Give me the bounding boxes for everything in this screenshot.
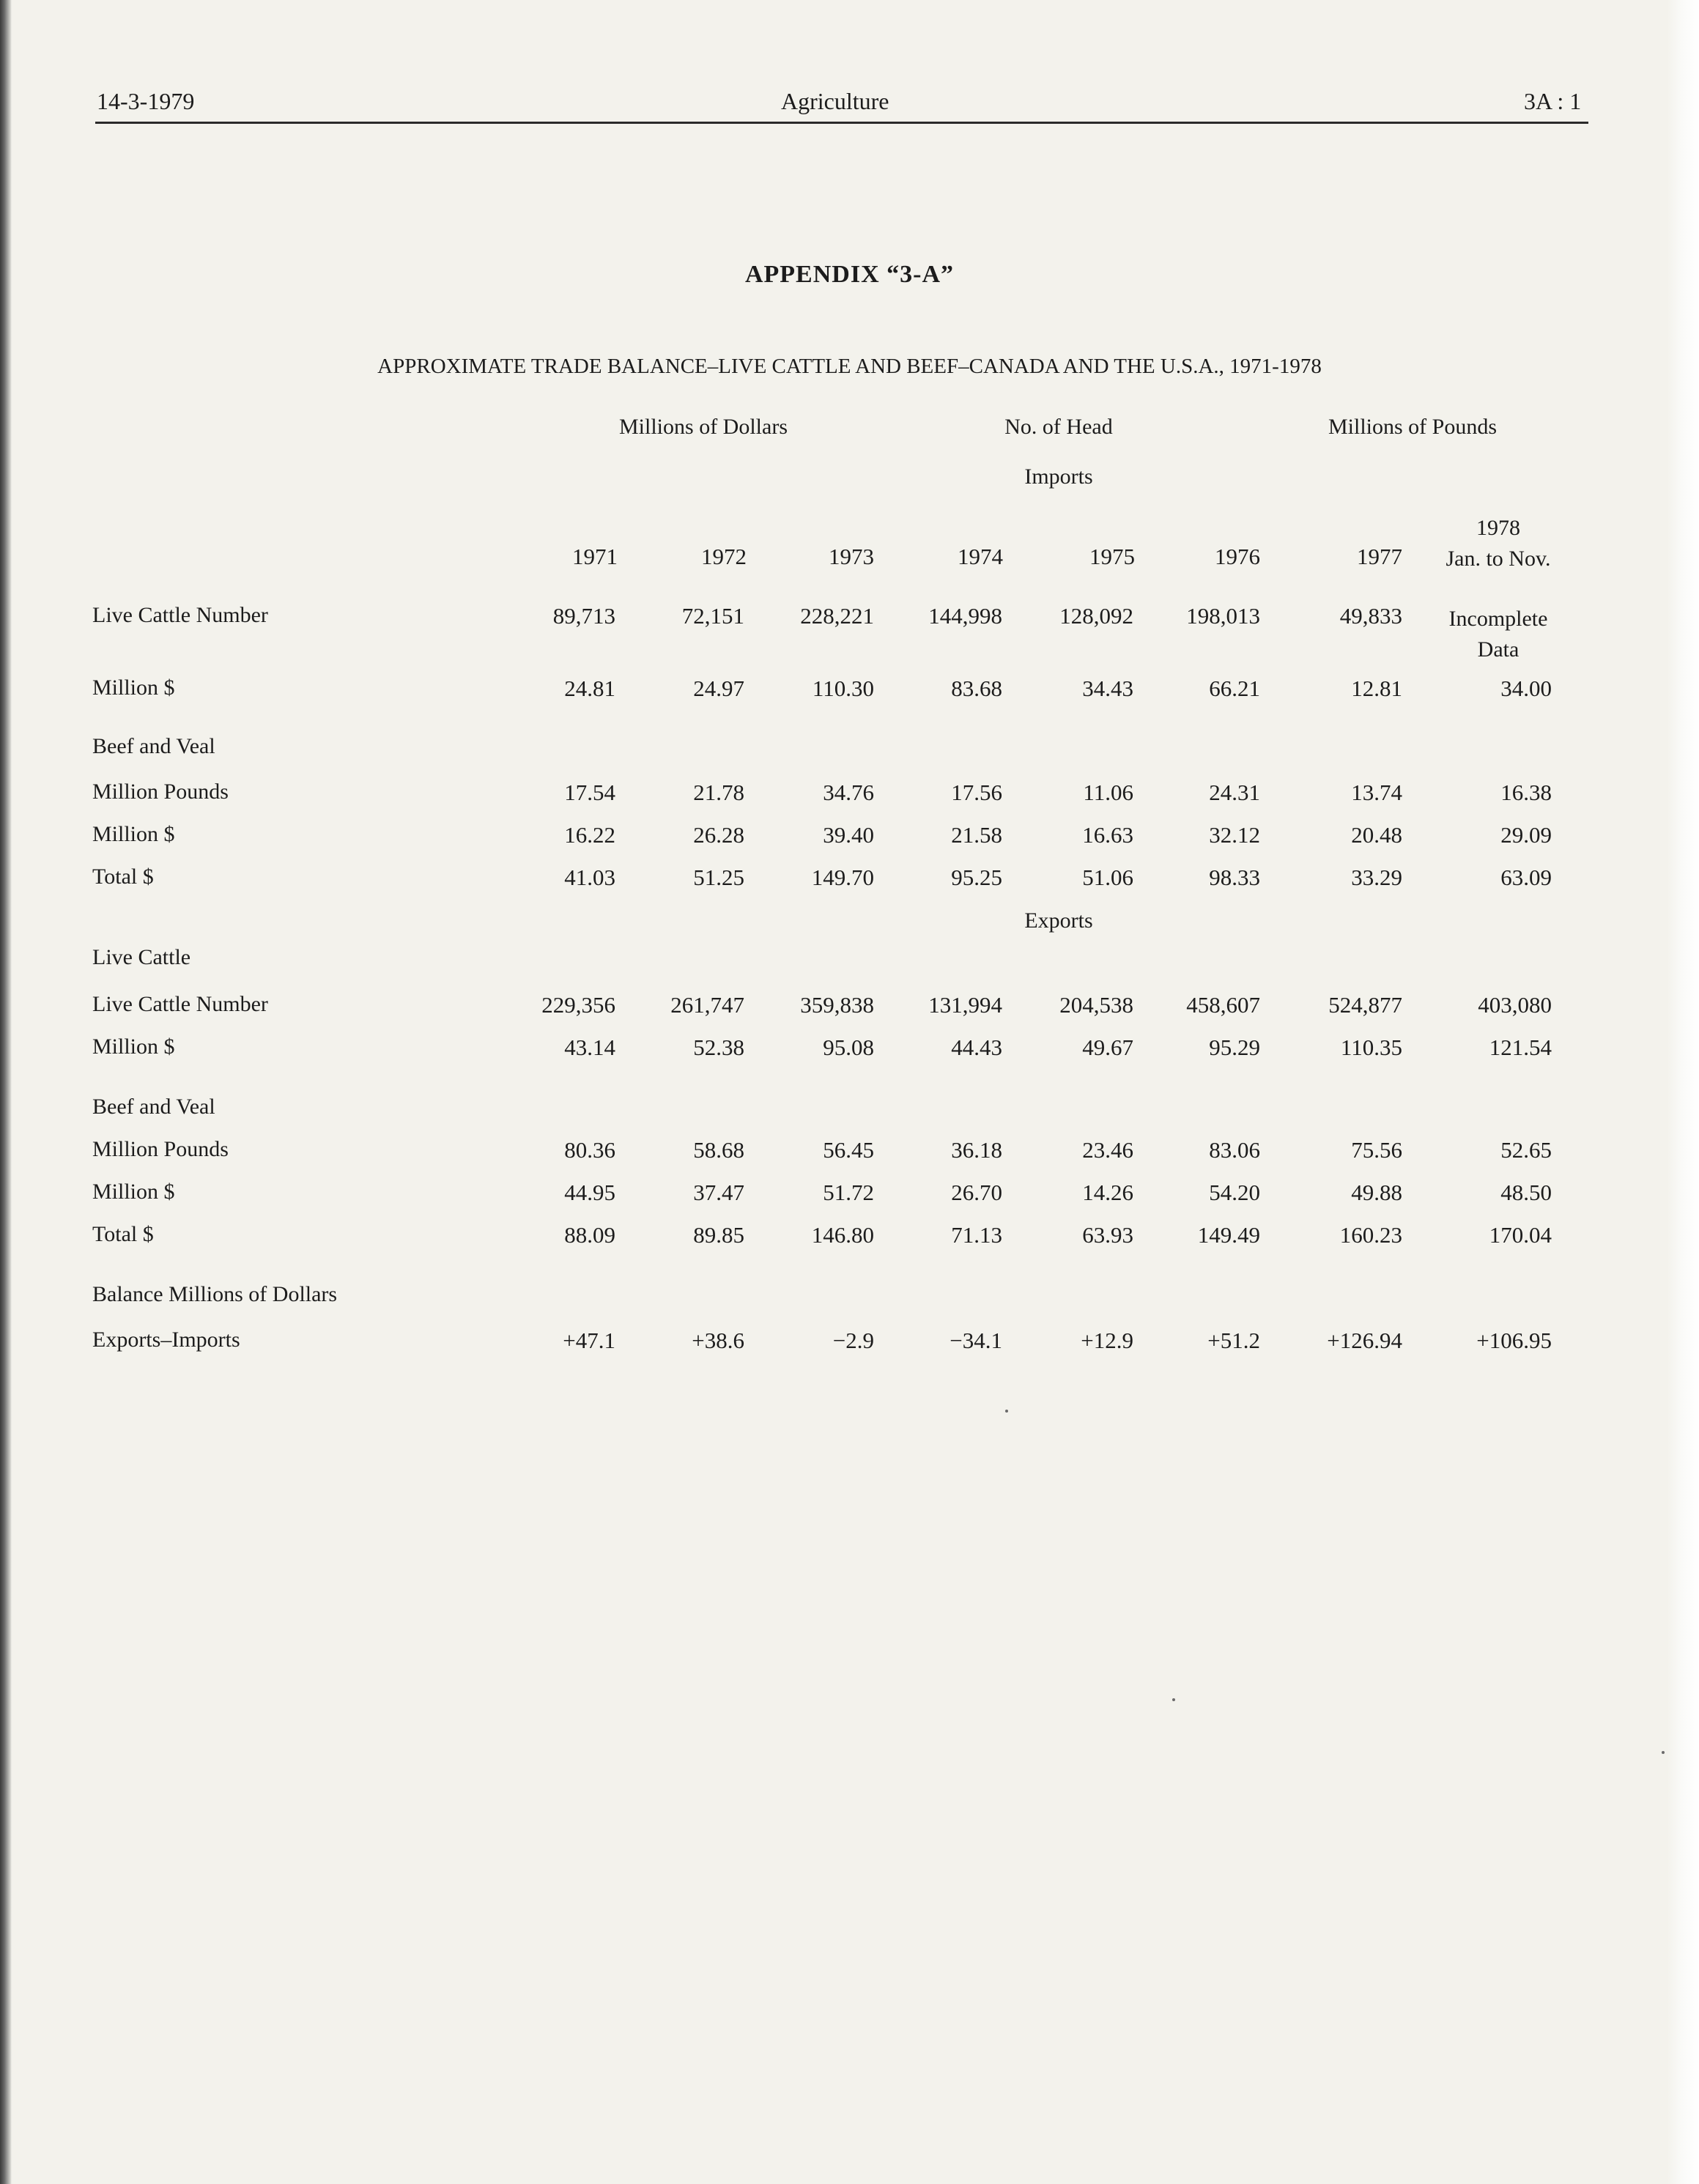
table-cell: 229,356 [541,992,615,1018]
year-header-1975: 1975 [1089,544,1135,569]
imports-beef-dollars-label: Million $ [92,822,175,846]
table-cell: 170.04 [1489,1222,1552,1248]
table-cell: 33.29 [1351,865,1402,890]
table-cell: 198,013 [1186,603,1260,629]
header-section: Agriculture [781,88,889,114]
table-cell: 75.56 [1351,1137,1402,1163]
table-cell: 34.00 [1500,675,1552,701]
table-cell: 39.40 [823,822,874,848]
table-cell: 24.97 [693,675,744,701]
table-cell: 89.85 [693,1222,744,1248]
table-cell: 146.80 [811,1222,874,1248]
page-binding-edge [0,0,12,2184]
unit-header-dollars: Millions of Dollars [619,415,788,439]
table-cell: 16.22 [564,822,615,848]
table-cell: 16.38 [1500,780,1552,805]
table-cell: 149.49 [1197,1222,1260,1248]
table-cell: 89,713 [552,603,615,629]
table-cell: 52.38 [693,1034,744,1060]
table-cell: 24.31 [1209,780,1260,805]
exports-beef-dollars-label: Million $ [92,1180,175,1204]
table-cell: 128,092 [1059,603,1133,629]
table-cell: 403,080 [1478,992,1552,1018]
year-1978-period: Jan. to Nov. [1446,547,1551,571]
year-header-1972: 1972 [701,544,747,569]
table-cell: 160.23 [1339,1222,1402,1248]
table-cell: −34.1 [950,1328,1002,1353]
table-cell: 524,877 [1328,992,1402,1018]
table-cell: 36.18 [951,1137,1002,1163]
exports-total-label: Total $ [92,1222,154,1246]
exports-beef-pounds-label: Million Pounds [92,1137,229,1161]
table-cell: 21.58 [951,822,1002,848]
table-cell: 131,994 [928,992,1002,1018]
incomplete-data-note [1407,604,1590,665]
imports-live-cattle-number-label: Live Cattle Number [92,603,268,627]
table-cell: 63.93 [1082,1222,1133,1248]
table-cell: 20.48 [1351,822,1402,848]
page-speck [1662,1751,1665,1754]
table-cell: 21.78 [693,780,744,805]
table-cell: 110.30 [812,675,874,701]
table-cell: 34.76 [823,780,874,805]
table-cell: 88.09 [564,1222,615,1248]
table-cell: 44.43 [951,1034,1002,1060]
table-cell: 26.28 [693,822,744,848]
year-header-1971: 1971 [572,544,618,569]
table-cell: 58.68 [693,1137,744,1163]
imports-total-label: Total $ [92,865,154,889]
table-cell: 54.20 [1209,1180,1260,1205]
exports-live-cattle-number-label: Live Cattle Number [92,992,268,1016]
year-header-1977: 1977 [1357,544,1402,569]
appendix-title: APPENDIX “3-A” [744,261,955,288]
page-right-margin [1667,0,1699,2184]
table-cell: +51.2 [1207,1328,1260,1353]
table-cell: 26.70 [951,1180,1002,1205]
table-cell: 83.06 [1209,1137,1260,1163]
exports-beef-veal-heading-label: Beef and Veal [92,1095,215,1119]
table-cell: +106.95 [1476,1328,1552,1353]
table-cell: 95.08 [823,1034,874,1060]
table-cell: 80.36 [564,1137,615,1163]
table-cell: −2.9 [832,1328,874,1353]
table-cell: 51.25 [693,865,744,890]
table-cell: 63.09 [1500,865,1552,890]
table-cell: 95.29 [1209,1034,1260,1060]
table-cell: 48.50 [1500,1180,1552,1205]
year-header-1976: 1976 [1215,544,1260,569]
header-page-number: 3A : 1 [1524,88,1582,114]
table-cell: 228,221 [800,603,874,629]
incomplete-line-2: Data [1477,637,1520,662]
table-cell: 43.14 [564,1034,615,1060]
page-speck [1172,1698,1175,1701]
table-cell: 32.12 [1209,822,1260,848]
exports-live-cattle-heading-label: Live Cattle [92,945,191,969]
imports-live-cattle-dollars-label: Million $ [92,675,175,700]
table-cell: 110.35 [1340,1034,1402,1060]
page-speck [1005,1410,1008,1413]
table-cell: +126.94 [1327,1328,1402,1353]
table-cell: 71.13 [951,1222,1002,1248]
year-header-1973: 1973 [829,544,874,569]
balance-heading-label: Balance Millions of Dollars [92,1282,338,1306]
table-cell: +47.1 [563,1328,615,1353]
table-cell: 11.06 [1083,780,1133,805]
table-cell: 44.95 [564,1180,615,1205]
table-cell: 149.70 [811,865,874,890]
table-cell: 49.88 [1351,1180,1402,1205]
unit-header-pounds: Millions of Pounds [1328,415,1498,439]
table-cell: 51.06 [1082,865,1133,890]
table-cell: 49.67 [1082,1034,1133,1060]
table-cell: 49,833 [1339,603,1402,629]
table-cell: 24.81 [564,675,615,701]
table-cell: 83.68 [951,675,1002,701]
table-cell: 51.72 [823,1180,874,1205]
header-date: 14-3-1979 [97,88,195,114]
table-cell: 95.25 [951,865,1002,890]
table-cell: 17.56 [951,780,1002,805]
table-cell: 66.21 [1209,675,1260,701]
year-header-1974: 1974 [958,544,1003,569]
section-header-exports: Exports [1024,908,1093,933]
table-subtitle: APPROXIMATE TRADE BALANCE–LIVE CATTLE AND BEEF–CANADA AND THE U.S.A., 1971-1978 [377,355,1322,378]
table-cell: 204,538 [1059,992,1133,1018]
year-header-1978 [1407,513,1590,574]
table-cell: 261,747 [670,992,744,1018]
table-cell: +12.9 [1081,1328,1133,1353]
table-cell: 14.26 [1082,1180,1133,1205]
exports-live-cattle-dollars-label: Million $ [92,1034,175,1059]
table-cell: 13.74 [1351,780,1402,805]
table-cell: 16.63 [1082,822,1133,848]
table-cell: 12.81 [1351,675,1402,701]
table-cell: 37.47 [693,1180,744,1205]
year-1978-label: 1978 [1476,516,1520,540]
table-cell: 52.65 [1500,1137,1552,1163]
table-cell: 41.03 [564,865,615,890]
incomplete-line-1: Incomplete [1448,607,1548,631]
table-cell: 23.46 [1082,1137,1133,1163]
table-cell: 121.54 [1489,1034,1552,1060]
table-cell: 98.33 [1209,865,1260,890]
header-rule [95,122,1588,124]
section-header-imports: Imports [1024,464,1093,489]
table-cell: 29.09 [1500,822,1552,848]
table-cell: 144,998 [928,603,1002,629]
unit-header-head: No. of Head [1004,415,1113,439]
table-cell: 56.45 [823,1137,874,1163]
table-cell: 34.43 [1082,675,1133,701]
table-cell: +38.6 [692,1328,744,1353]
balance-exports-minus-imports-label: Exports–Imports [92,1328,240,1352]
table-cell: 458,607 [1186,992,1260,1018]
table-cell: 359,838 [800,992,874,1018]
table-cell: 17.54 [564,780,615,805]
table-cell: 72,151 [681,603,744,629]
imports-beef-pounds-label: Million Pounds [92,780,229,804]
imports-beef-veal-heading-label: Beef and Veal [92,734,215,758]
